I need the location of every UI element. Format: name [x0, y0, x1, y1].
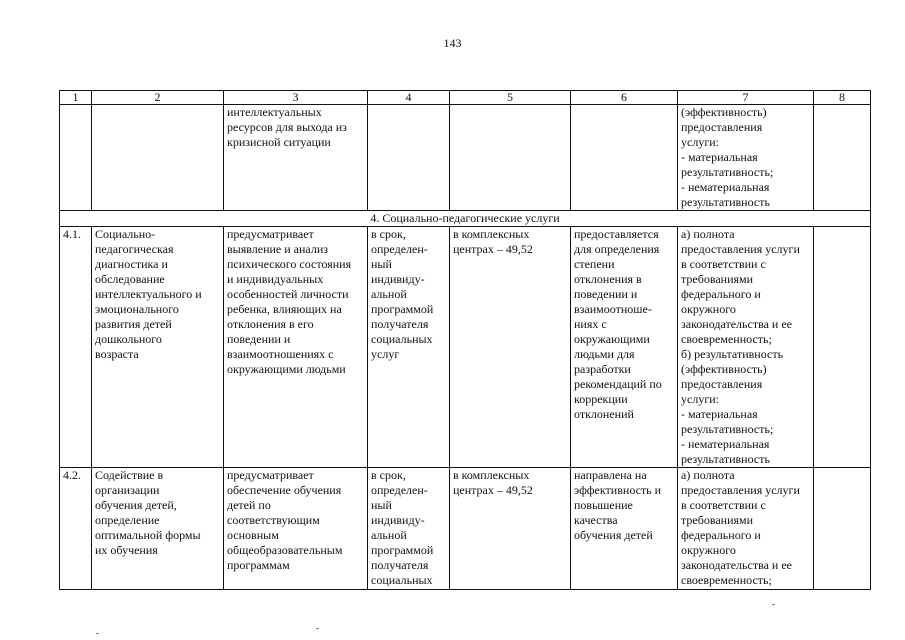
text-line: разработки — [574, 362, 631, 376]
text-line: предоставления услуги — [681, 483, 800, 497]
text-line: взаимоотноше- — [574, 302, 652, 316]
text-line: основным — [227, 528, 279, 542]
text-line: возраста — [95, 347, 139, 361]
text-line: отклонений — [574, 407, 634, 421]
text-line: обучения детей — [574, 528, 653, 542]
text-line: центрах – 49,52 — [453, 483, 533, 497]
column-number: 7 — [678, 91, 814, 105]
text-line: окружающими — [574, 332, 650, 346]
text-line: услуги: — [681, 392, 719, 406]
text-line: детей по — [227, 498, 271, 512]
section-row — [60, 211, 871, 227]
cell-description — [224, 105, 368, 211]
text-line: своевременность; — [681, 332, 772, 346]
text-line: их обучения — [95, 543, 158, 557]
text-line: программой — [371, 543, 434, 557]
text-line: взаимоотношениях с — [227, 347, 334, 361]
text-line: соответствующим — [227, 513, 320, 527]
text-line: (эффективность) — [681, 362, 767, 376]
text-line: эффективность и — [574, 483, 662, 497]
text-line: и индивидуальных — [227, 272, 324, 286]
text-line: центрах – 49,52 — [453, 242, 533, 256]
text-line: ребенка, влияющих на — [227, 302, 342, 316]
text-line: поведении и — [574, 287, 638, 301]
scan-speck — [316, 628, 319, 629]
text-line: ный — [371, 257, 392, 271]
text-line: результативность — [681, 452, 770, 466]
text-line: особенностей личности — [227, 287, 349, 301]
text-line: людьми для — [574, 347, 635, 361]
text-line: обследование — [95, 272, 165, 286]
text-line: Социально- — [95, 227, 156, 241]
text-line: интеллектуального и — [95, 287, 202, 301]
text-line: законодательства и ее — [681, 317, 792, 331]
cell-quality-indicators — [678, 105, 814, 211]
text-line: окружающими людьми — [227, 362, 346, 376]
table-row — [60, 227, 871, 468]
text-line: - материальная — [681, 407, 758, 421]
text-line: обеспечение обучения — [227, 483, 342, 497]
text-line: поведении и — [227, 332, 291, 346]
text-line: в комплексных — [453, 227, 530, 241]
text-line: требованиями — [681, 513, 754, 527]
text-line: альной — [371, 528, 407, 542]
text-line: организации — [95, 483, 160, 497]
text-line: диагностика и — [95, 257, 168, 271]
text-line: своевременность; — [681, 573, 772, 587]
text-line: повышение — [574, 498, 633, 512]
text-line: в соответствии с — [681, 257, 766, 271]
cell-number: 4.1. — [60, 227, 92, 468]
text-line: рекомендаций по — [574, 377, 662, 391]
cell-description — [224, 468, 368, 590]
cell-term — [368, 227, 450, 468]
text-line: социальных — [371, 573, 433, 587]
text-line: результативность; — [681, 165, 774, 179]
column-number: 1 — [60, 91, 92, 105]
cell-service-name — [92, 468, 224, 590]
text-line: результативность; — [681, 422, 774, 436]
text-line: предоставляется — [574, 227, 659, 241]
cell-notes — [814, 227, 871, 468]
text-line: дошкольного — [95, 332, 162, 346]
text-line: окружного — [681, 543, 736, 557]
column-number: 5 — [450, 91, 571, 105]
text-line: а) полнота — [681, 227, 735, 241]
text-line: развития детей — [95, 317, 172, 331]
text-line: (эффективность) — [681, 105, 767, 119]
text-line: отклонения в — [574, 272, 642, 286]
cell-tariff — [450, 227, 571, 468]
text-line: эмоционального — [95, 302, 179, 316]
text-line: - нематериальная — [681, 180, 770, 194]
text-line: ный — [371, 498, 392, 512]
section-title: 4. Социально-педагогические услуги — [60, 211, 871, 227]
text-line: в комплексных — [453, 468, 530, 482]
text-line: услуги: — [681, 135, 719, 149]
cell-number — [60, 105, 92, 211]
text-line: Содействие в — [95, 468, 164, 482]
text-line: качества — [574, 513, 618, 527]
text-line: результативность — [681, 195, 770, 209]
text-line: услуг — [371, 347, 400, 361]
text-line: программам — [227, 558, 290, 572]
column-number: 4 — [368, 91, 450, 105]
text-line: в срок, — [371, 468, 406, 482]
text-line: оптимальной формы — [95, 528, 201, 542]
page-number: 143 — [443, 36, 462, 50]
cell-notes — [814, 105, 871, 211]
cell-tariff — [450, 105, 571, 211]
cell-quality-indicators — [678, 468, 814, 590]
text-line: предусматривает — [227, 227, 314, 241]
cell-term — [368, 468, 450, 590]
cell-notes — [814, 468, 871, 590]
cell-tariff — [450, 468, 571, 590]
text-line: законодательства и ее — [681, 558, 792, 572]
text-line: получателя — [371, 317, 429, 331]
text-line: коррекции — [574, 392, 628, 406]
text-line: педагогическая — [95, 242, 174, 256]
text-line: окружного — [681, 302, 736, 316]
text-line: обучения детей, — [95, 498, 177, 512]
cell-number: 4.2. — [60, 468, 92, 590]
text-line: интеллектуальных — [227, 105, 322, 119]
services-table — [59, 90, 871, 590]
text-line: а) полнота — [681, 468, 735, 482]
text-line: федерального и — [681, 528, 761, 542]
text-line: социальных — [371, 332, 433, 346]
text-line: предоставления — [681, 377, 763, 391]
text-line: ресурсов для выхода из — [227, 120, 347, 134]
cell-description — [224, 227, 368, 468]
text-line: в срок, — [371, 227, 406, 241]
column-number: 8 — [814, 91, 871, 105]
text-line: степени — [574, 257, 615, 271]
cell-service-name — [92, 105, 224, 211]
scan-speck — [772, 604, 775, 605]
table-row — [60, 468, 871, 590]
text-line: отклонения в его — [227, 317, 314, 331]
cell-conditions — [571, 105, 678, 211]
text-line: предусматривает — [227, 468, 314, 482]
text-line: индивиду- — [371, 272, 425, 286]
text-line: получателя — [371, 558, 429, 572]
cell-quality-indicators — [678, 227, 814, 468]
text-line: определен- — [371, 483, 428, 497]
text-line: - материальная — [681, 150, 758, 164]
cell-conditions — [571, 468, 678, 590]
text-line: б) результативность — [681, 347, 784, 361]
text-line: психического состояния — [227, 257, 352, 271]
text-line: программой — [371, 302, 434, 316]
column-number: 3 — [224, 91, 368, 105]
text-line: требованиями — [681, 272, 754, 286]
text-line: в соответствии с — [681, 498, 766, 512]
text-line: предоставления услуги — [681, 242, 800, 256]
cell-term — [368, 105, 450, 211]
column-number: 6 — [571, 91, 678, 105]
text-line: определен- — [371, 242, 428, 256]
text-line: выявление и анализ — [227, 242, 328, 256]
column-number-row — [60, 91, 871, 105]
scan-speck — [96, 633, 99, 634]
text-line: предоставления — [681, 120, 763, 134]
cell-service-name — [92, 227, 224, 468]
column-number: 2 — [92, 91, 224, 105]
text-line: направлена на — [574, 468, 647, 482]
text-line: альной — [371, 287, 407, 301]
text-line: определение — [95, 513, 160, 527]
text-line: - нематериальная — [681, 437, 770, 451]
text-line: индивиду- — [371, 513, 425, 527]
text-line: общеобразовательным — [227, 543, 343, 557]
text-line: для определения — [574, 242, 660, 256]
text-line: кризисной ситуации — [227, 135, 331, 149]
text-line: федерального и — [681, 287, 761, 301]
cell-conditions — [571, 227, 678, 468]
text-line: ниях с — [574, 317, 607, 331]
continuation-row — [60, 105, 871, 211]
